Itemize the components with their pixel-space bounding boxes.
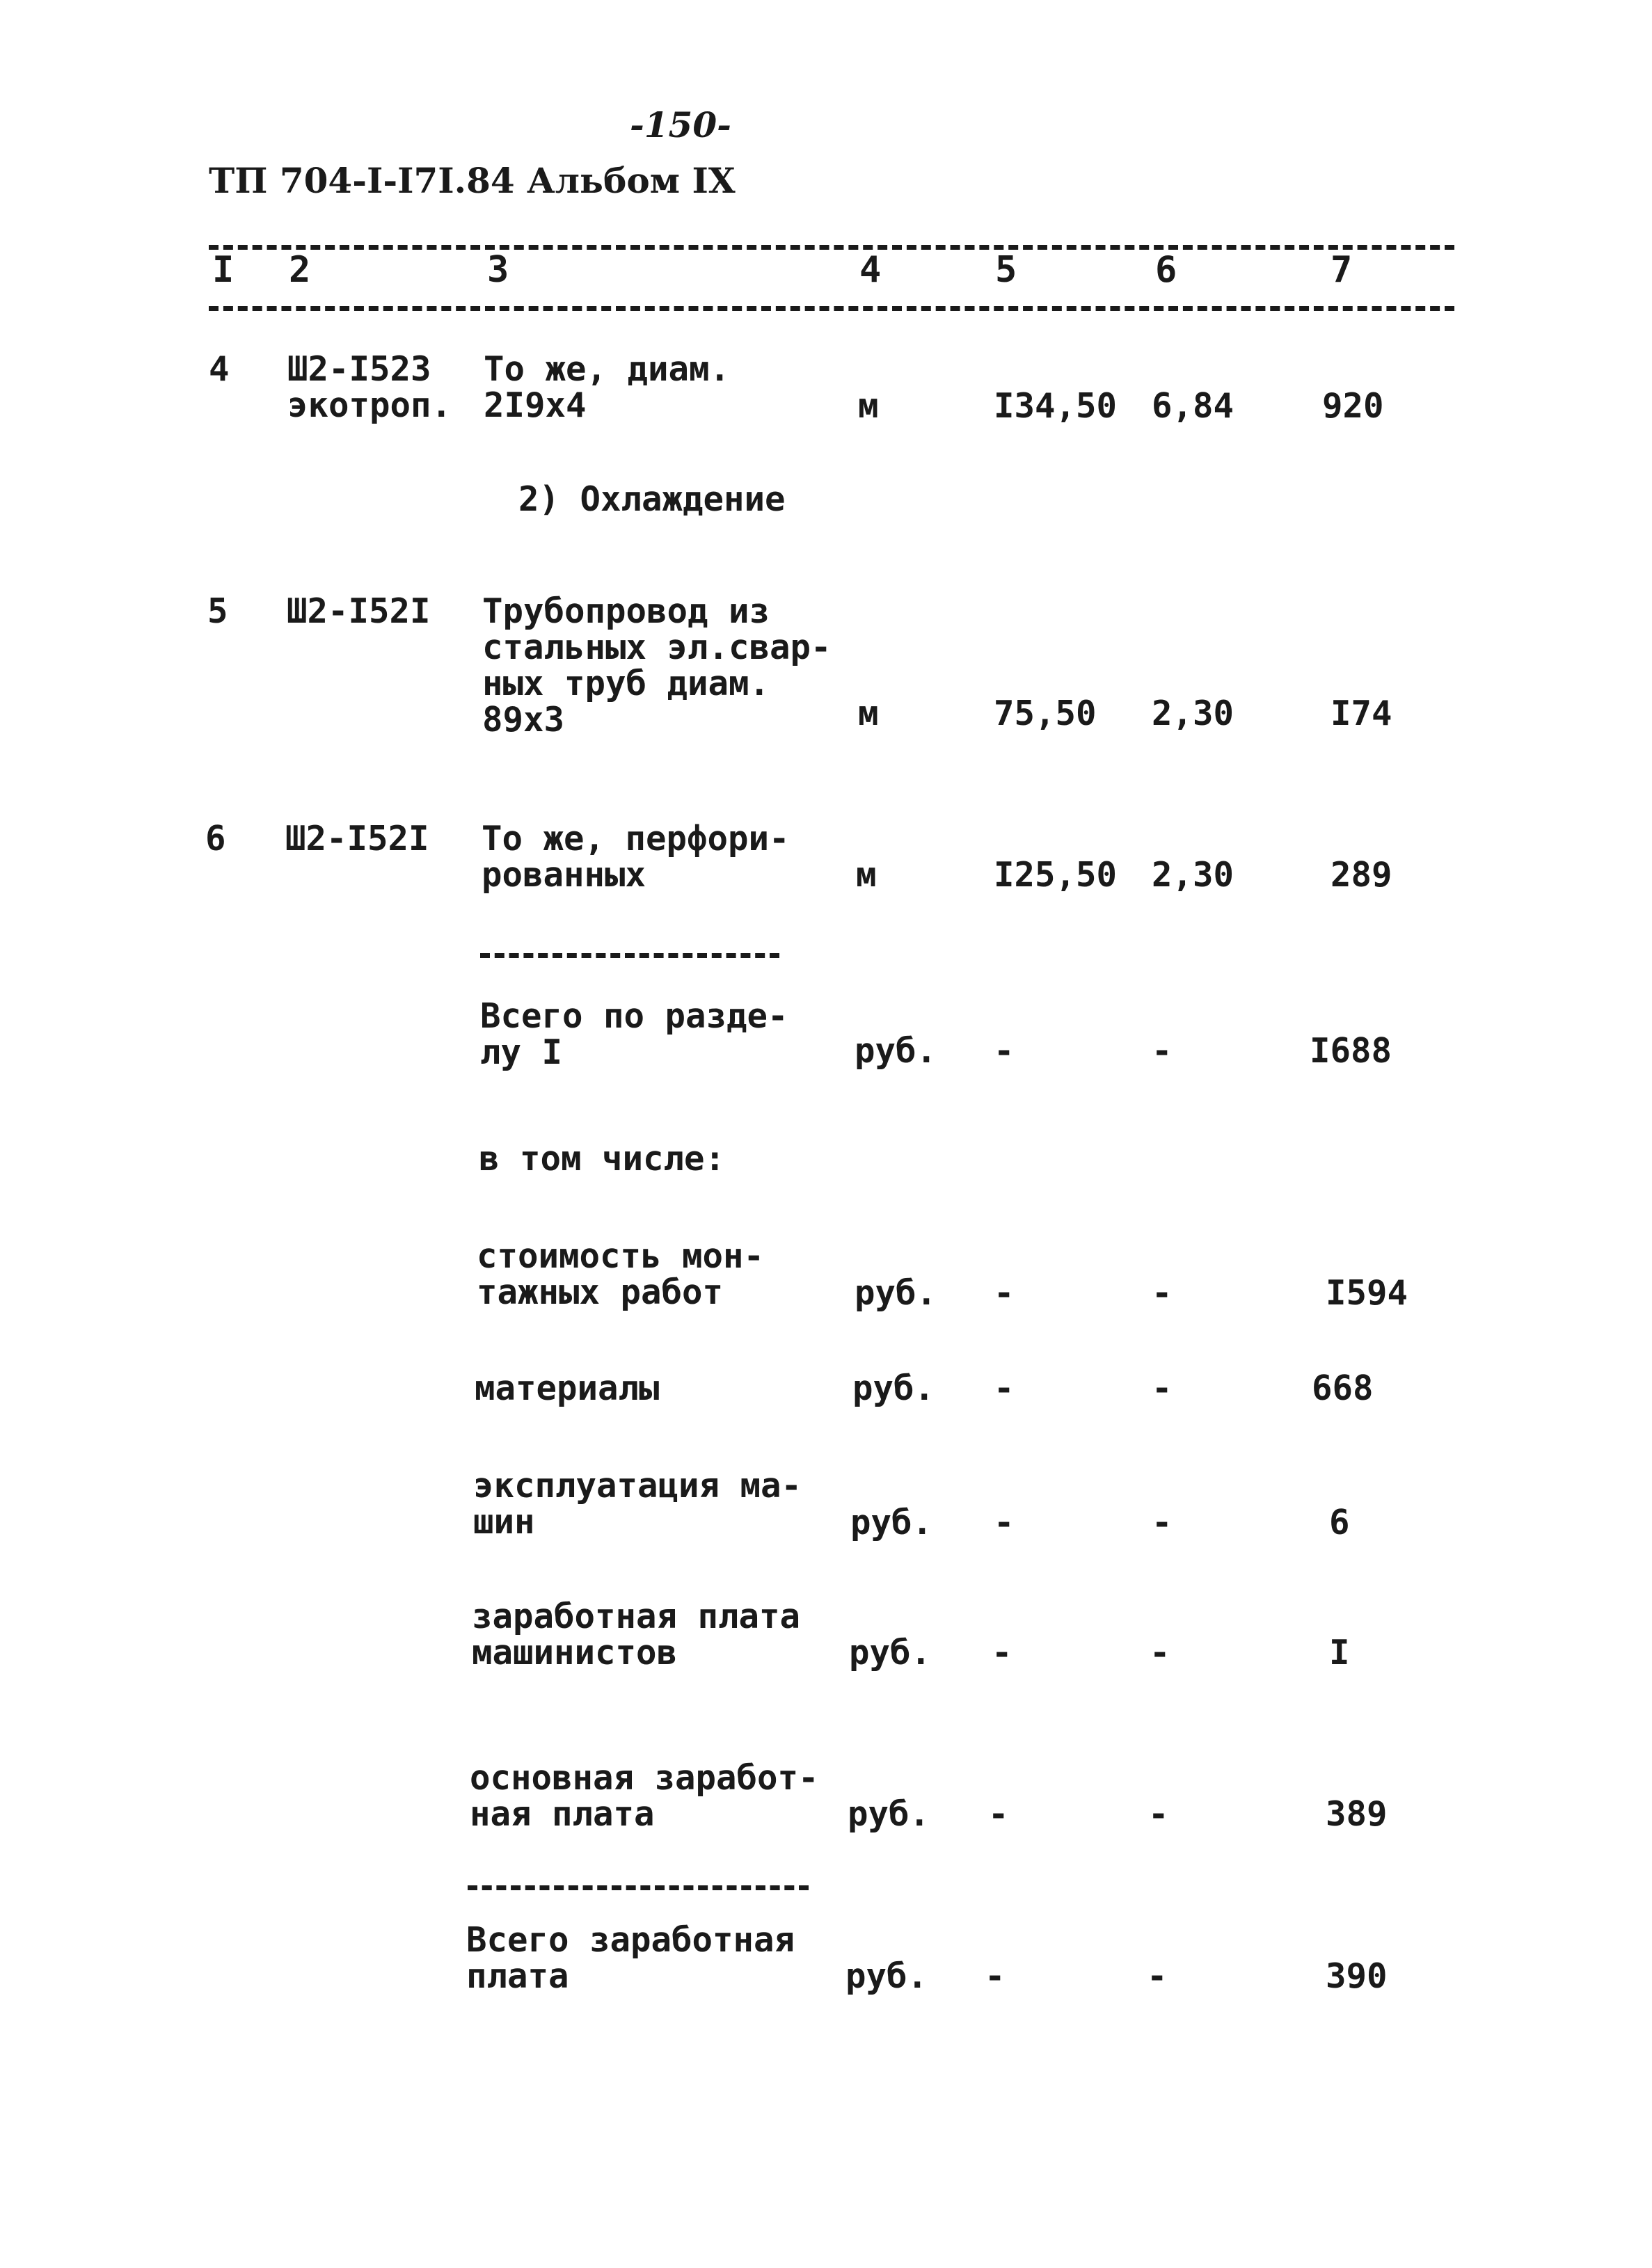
operator-wages-value: I: [1329, 1633, 1350, 1672]
installation-cost-value: I594: [1326, 1273, 1408, 1313]
total-wages-price: -: [1147, 1956, 1168, 1996]
row-4-num: 4: [209, 349, 230, 389]
row-5-unit: м: [858, 694, 879, 733]
row-4-name: То же, диам. 2I9х4: [484, 349, 731, 425]
total-wages-label: Всего заработная плата: [466, 1920, 795, 1996]
materials-unit: руб.: [852, 1368, 935, 1408]
total-wages-unit: руб.: [845, 1956, 928, 1996]
operator-wages-qty: -: [992, 1633, 1012, 1672]
row-5-num: 5: [207, 591, 228, 631]
row-5-total: I74: [1331, 694, 1392, 733]
row-6-qty: I25,50: [994, 855, 1118, 895]
row-4-qty: I34,50: [994, 386, 1118, 426]
row-4-total: 920: [1322, 386, 1384, 426]
row-4-unit: м: [858, 386, 879, 426]
row-6-name: То же, перфори- рованных: [482, 819, 790, 895]
total-section-qty: -: [994, 1031, 1015, 1071]
row-6-code: Ш2-I52I: [285, 819, 429, 859]
row-5-code: Ш2-I52I: [287, 591, 431, 631]
operator-wages-price: -: [1150, 1633, 1170, 1672]
operator-wages-unit: руб.: [849, 1633, 932, 1672]
column-header-7: 7: [1331, 249, 1353, 291]
row-6-num: 6: [205, 819, 226, 859]
column-header-4: 4: [859, 249, 882, 291]
installation-cost-unit: руб.: [855, 1273, 937, 1313]
row-4-price: 6,84: [1152, 386, 1234, 426]
row-6-price: 2,30: [1152, 855, 1234, 895]
total-wages-value: 390: [1326, 1956, 1388, 1996]
materials-value: 668: [1312, 1368, 1374, 1408]
machine-operation-qty: -: [994, 1503, 1015, 1542]
header-bottom-rule: [209, 306, 1454, 311]
basic-wages-value: 389: [1326, 1794, 1388, 1834]
basic-wages-label: основная заработ- ная плата: [470, 1758, 819, 1834]
subtotal-rule-2: [468, 1885, 809, 1890]
total-wages-qty: -: [985, 1956, 1006, 1996]
materials-price: -: [1152, 1368, 1173, 1408]
column-header-2: 2: [289, 249, 311, 291]
column-header-3: 3: [487, 249, 509, 291]
machine-operation-value: 6: [1329, 1503, 1350, 1542]
row-5-price: 2,30: [1152, 694, 1234, 733]
row-6-total: 289: [1331, 855, 1392, 895]
column-header-6: 6: [1155, 249, 1177, 291]
row-5-qty: 75,50: [994, 694, 1097, 733]
installation-cost-qty: -: [994, 1273, 1015, 1313]
basic-wages-qty: -: [988, 1794, 1009, 1834]
header-top-rule: [209, 245, 1454, 250]
including-label: в том числе:: [479, 1139, 726, 1179]
total-section-price: -: [1152, 1031, 1173, 1071]
column-header-1: I: [212, 249, 235, 291]
operator-wages-label: заработная плата машинистов: [472, 1597, 801, 1672]
column-header-5: 5: [995, 249, 1017, 291]
total-section-value: I688: [1310, 1031, 1392, 1071]
total-section-unit: руб.: [855, 1031, 937, 1071]
machine-operation-unit: руб.: [850, 1503, 933, 1542]
row-5-name: Трубопровод из стальных эл.свар- ных труб диам. 89х3: [482, 591, 832, 740]
row-4-code: Ш2-I523 экотроп.: [287, 349, 452, 425]
document-header: ТП 704-I-I7I.84 Альбом IX: [209, 160, 736, 201]
page-number: -150-: [630, 104, 731, 145]
subsection-heading: 2) Охлаждение: [518, 479, 786, 519]
total-section-label: Всего по разде- лу I: [480, 996, 788, 1072]
materials-label: материалы: [475, 1368, 660, 1408]
machine-operation-label: эксплуатация ма- шин: [473, 1466, 802, 1542]
basic-wages-price: -: [1148, 1794, 1169, 1834]
installation-cost-label: стоимость мон- тажных работ: [477, 1236, 765, 1312]
machine-operation-price: -: [1152, 1503, 1173, 1542]
materials-qty: -: [994, 1368, 1015, 1408]
installation-cost-price: -: [1152, 1273, 1173, 1313]
subtotal-rule-1: [480, 953, 779, 958]
basic-wages-unit: руб.: [848, 1794, 930, 1834]
row-6-unit: м: [856, 855, 877, 895]
